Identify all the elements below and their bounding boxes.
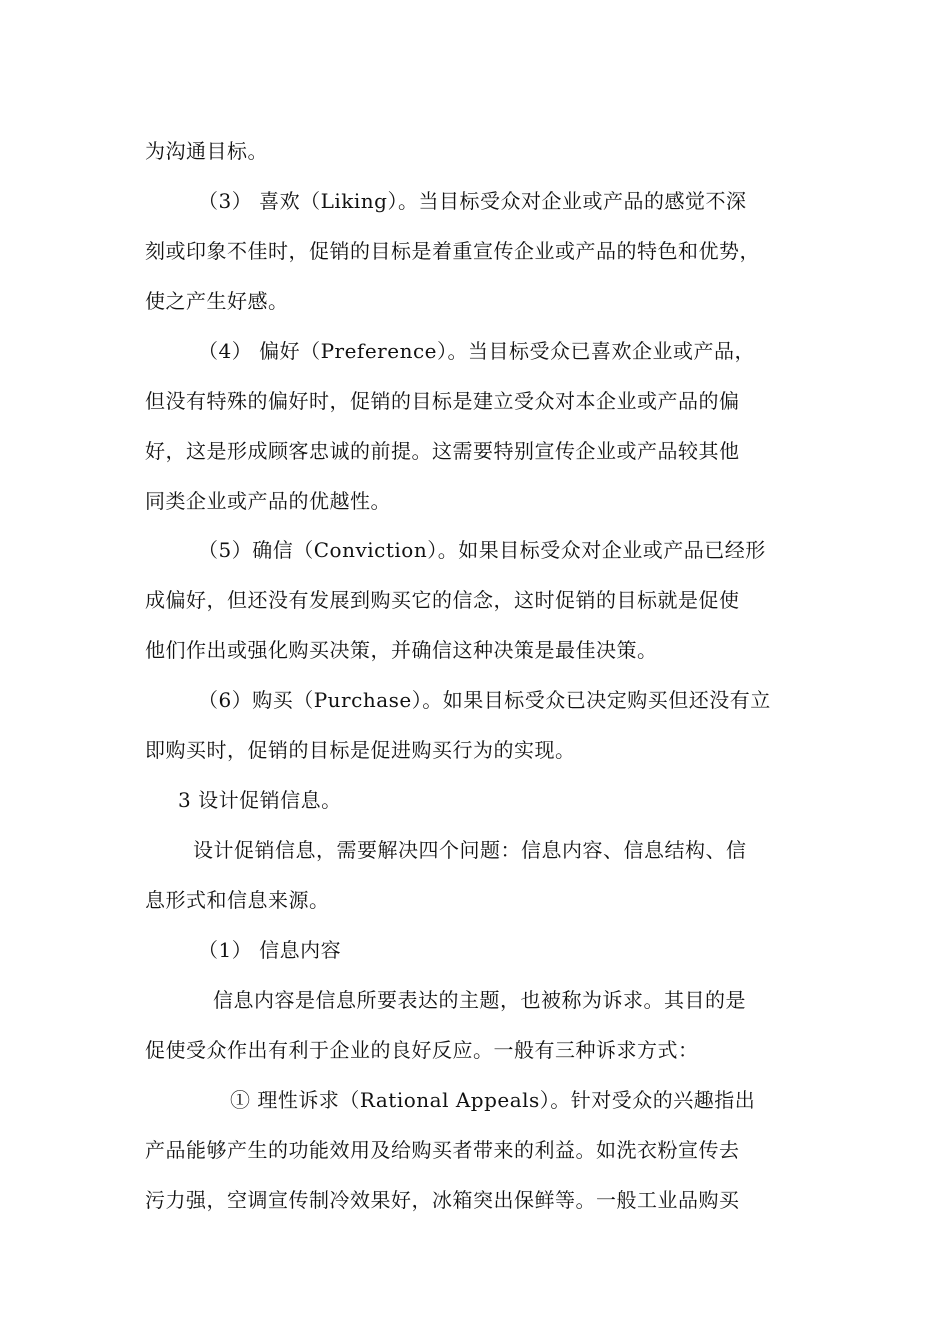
section-heading: 3 设计促销信息。	[178, 788, 342, 812]
text-line: 好，这是形成顾客忠诚的前提。这需要特别宣传企业或产品较其他	[145, 439, 740, 463]
text-line: 促使受众作出有利于企业的良好反应。一般有三种诉求方式：	[145, 1038, 699, 1062]
text-line: 他们作出或强化购买决策，并确信这种决策是最佳决策。	[145, 638, 658, 662]
text-line: 产品能够产生的功能效用及给购买者带来的利益。如洗衣粉宣传去	[145, 1138, 740, 1162]
text-line: （3） 喜欢（Liking）。当目标受众对企业或产品的感觉不深	[198, 189, 747, 213]
text-line: （5）确信（Conviction）。如果目标受众对企业或产品已经形	[198, 538, 766, 562]
text-line: ① 理性诉求（Rational Appeals）。针对受众的兴趣指出	[230, 1088, 756, 1112]
text-line: 息形式和信息来源。	[145, 888, 330, 912]
subsection-heading: （1） 信息内容	[198, 938, 342, 962]
text-line: 成偏好，但还没有发展到购买它的信念，这时促销的目标就是促使	[145, 588, 740, 612]
text-line: 设计促销信息，需要解决四个问题：信息内容、信息结构、信	[193, 838, 747, 862]
text-line: 即购买时，促销的目标是促进购买行为的实现。	[145, 738, 576, 762]
text-line: （6）购买（Purchase）。如果目标受众已决定购买但还没有立	[198, 688, 771, 712]
text-line: （4） 偏好（Preference）。当目标受众已喜欢企业或产品，	[198, 339, 755, 363]
text-line: 同类企业或产品的优越性。	[145, 489, 391, 513]
text-line: 信息内容是信息所要表达的主题，也被称为诉求。其目的是	[213, 988, 746, 1012]
text-line: 为沟通目标。	[145, 139, 268, 163]
text-line: 污力强，空调宣传制冷效果好，冰箱突出保鲜等。一般工业品购买	[145, 1188, 740, 1212]
text-line: 使之产生好感。	[145, 289, 289, 313]
text-line: 刻或印象不佳时，促销的目标是着重宣传企业或产品的特色和优势，	[145, 239, 760, 263]
text-line: 但没有特殊的偏好时，促销的目标是建立受众对本企业或产品的偏	[145, 389, 740, 413]
